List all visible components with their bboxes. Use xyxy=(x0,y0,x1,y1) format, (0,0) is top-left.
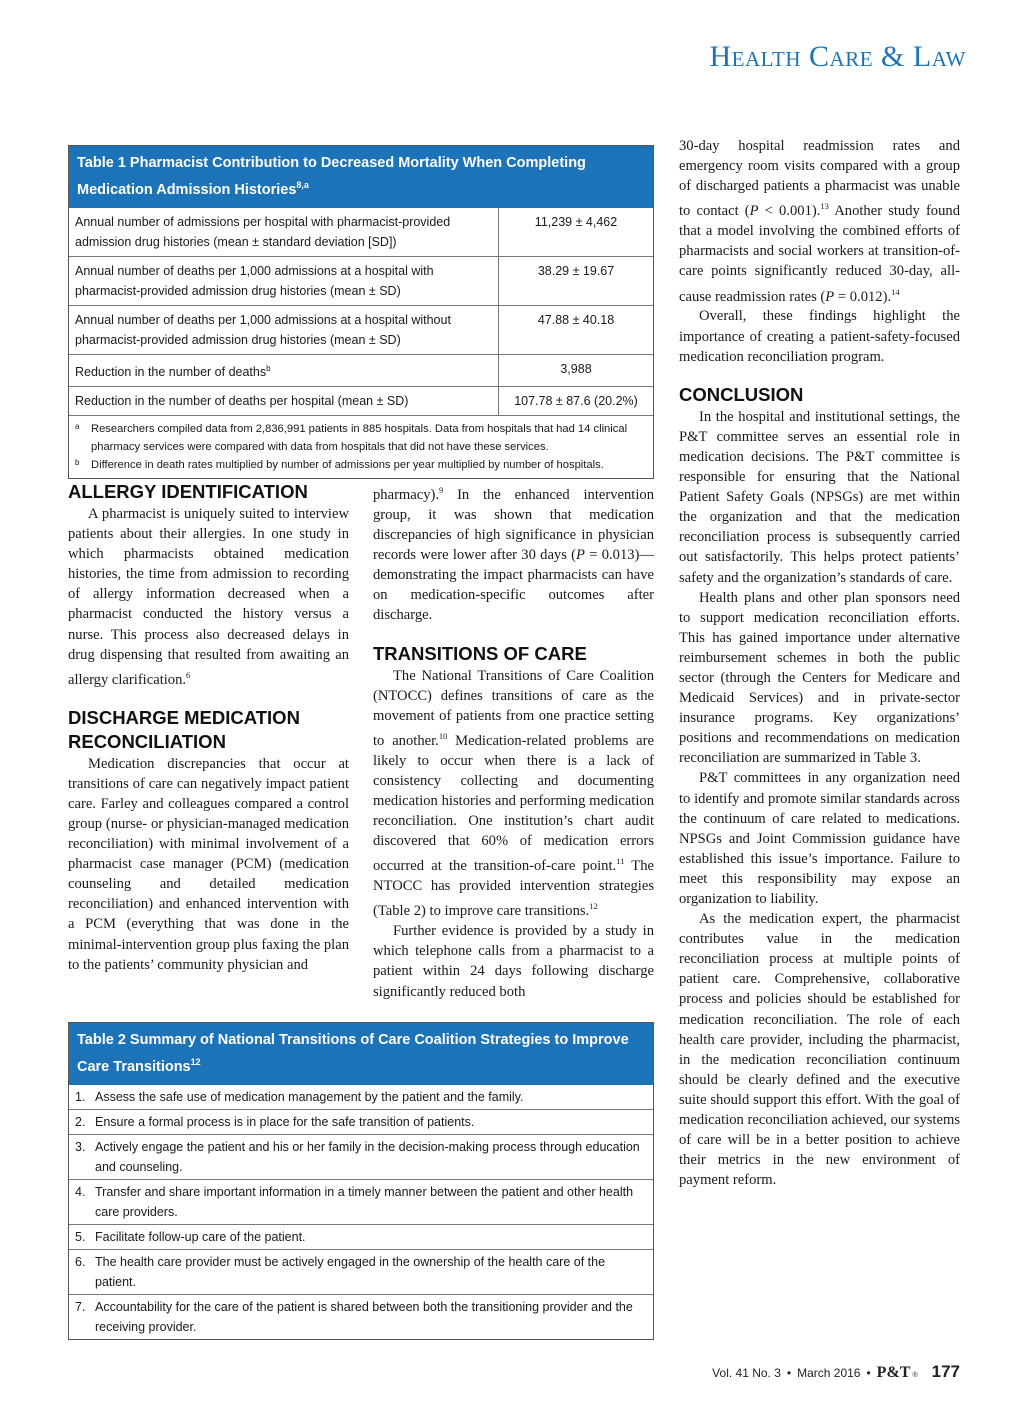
table-1-row-value: 107.78 ± 87.6 (20.2%) xyxy=(514,393,638,408)
footer-registered-mark: ® xyxy=(912,1372,918,1379)
table-2-item xyxy=(69,1085,653,1109)
table-2-item-text: Facilitate follow-up care of the patient. xyxy=(95,1229,306,1244)
conclusion-paragraph-1: In the hospital and institutional settings, the P&T committee serves an essential role in medication decisions. The P&T committee is responsible for ensuring that the National Patient Safety Goals (NPSGs) are met within the organization and that the medication reconciliation process is subsequently carried out satisfactorily. This helps protect patients’ safety and the organization’s standards of care. xyxy=(679,408,960,586)
table-2-item-number: 5. xyxy=(75,1229,86,1244)
heading-conclusion: CONCLUSION xyxy=(679,383,804,405)
table-1-row-label-text: Annual number of deaths per 1,000 admissions at a hospital with pharmacist-provided admission drug histories (mean ± SD) xyxy=(75,263,434,298)
table-1-row xyxy=(69,208,653,256)
table-1-row xyxy=(69,305,653,354)
footer-journal: P&T xyxy=(876,1364,911,1381)
table-1-row-label-text: Annual number of deaths per 1,000 admissions at a hospital without pharmacist-provided admission drug histories (mean ± SD) xyxy=(75,312,451,347)
table-2-item xyxy=(69,1179,653,1224)
table-1-row-label xyxy=(69,306,499,354)
table-2 xyxy=(68,1022,654,1340)
table-1-row xyxy=(69,354,653,386)
transitions-paragraph-2: Further evidence is provided by a study in which telephone calls from a pharmacist to a patient within 24 days following discharge significantly reduced both xyxy=(373,923,654,1000)
table-2-item-number: 1. xyxy=(75,1089,86,1104)
table-2-item-number: 6. xyxy=(75,1254,86,1269)
table-2-item-number: 4. xyxy=(75,1184,86,1199)
table-2-item xyxy=(69,1134,653,1179)
heading-allergy-identification: ALLERGY IDENTIFICATION xyxy=(68,481,308,502)
footnote-text: Researchers compiled data from 2,836,991 patients in 885 hospitals. Data from hospitals that had 14 clinical pharmacy services were compared with data from hospitals that did not have these services. xyxy=(91,422,628,453)
table-1-row-label xyxy=(69,387,499,415)
table-1-row-value: 38.29 ± 19.67 xyxy=(537,263,615,278)
table-1-footnotes xyxy=(69,415,653,478)
table-1-footnote xyxy=(75,420,647,456)
table-2-item-text: The health care provider must be actively engaged in the ownership of the health care of the patient. xyxy=(95,1254,606,1289)
table-2-title: Table 2 Summary of National Transitions of Care Coalition Strategies to Improve Care Transitions$^{12}$ xyxy=(69,1023,653,1085)
table-2-item-text: Accountability for the care of the patient is shared between both the transitioning provider and the receiving provider. xyxy=(95,1299,633,1334)
table-1-body xyxy=(69,208,653,415)
table-1-row xyxy=(69,256,653,305)
conclusion-paragraph-3: P&T committees in any organization need to identify and promote similar standards across the continuum of care related to medications. NPSGs and Joint Commission guidance have established this issue’s importance. Failure to meet this responsibility may expose an organization to liability. xyxy=(679,770,960,907)
table-1-row-value: 47.88 ± 40.18 xyxy=(537,312,615,327)
table-2-item xyxy=(69,1249,653,1294)
table-1-row xyxy=(69,386,653,415)
transitions-paragraph-3: 30-day hospital readmission rates and emergency room visits compared with a group of discharged patients a pharmacist was unable to contact (P < 0.001).$^{13}$ Another study found that a model involving the combined efforts of pharmacists and social workers at transition-of-care points significantly reduced 30-day, all-cause readmission rates (P = 0.012).$^{14}$ xyxy=(679,138,960,305)
table-1 xyxy=(68,145,654,479)
table-1-row-label xyxy=(69,208,499,256)
table-2-item-number: 3. xyxy=(75,1139,86,1154)
right-column xyxy=(679,136,960,1190)
discharge-paragraph-1: Medication discrepancies that occur at transitions of care can negatively impact patient care. Farley and colleagues compared a control group (nurse- or physician-managed medication reconciliation) with minimal involvement of a pharmacist case manager (PCM) (medication counseling and detailed medication reconciliation) and enhanced intervention with a PCM (everything that was done in the minimal-intervention group plus faxing the plan to the patients’ community physician and xyxy=(68,755,349,973)
transitions-paragraph-4: Overall, these findings highlight the importance of creating a patient-safety-focused medication reconciliation program. xyxy=(679,308,960,365)
table-1-row-footnote-mark: b xyxy=(266,363,271,373)
table-1-row-value: 11,239 ± 4,462 xyxy=(534,214,618,229)
footer-issue: Vol. 41 No. 3 xyxy=(712,1366,781,1380)
heading-transitions-of-care: TRANSITIONS OF CARE xyxy=(373,642,587,664)
table-2-item-text: Transfer and share important information in a timely manner between the patient and other health care providers. xyxy=(95,1184,634,1219)
page-number: 177 xyxy=(931,1362,960,1381)
middle-column xyxy=(373,480,654,1002)
discharge-paragraph-2: pharmacy).$^9$ In the enhanced intervention group, it was shown that medication discrepancies of high significance in physician records were lower after 30 days (P = 0.013)—demonstrating the impact pharmacists can have on medication-specific outcomes after discharge. xyxy=(373,485,654,624)
table-1-row-value: 3,988 xyxy=(560,361,592,376)
table-2-item-number: 7. xyxy=(75,1299,86,1314)
table-2-item-text: Ensure a formal process is in place for the safe transition of patients. xyxy=(95,1114,475,1129)
table-2-item-text: Actively engage the patient and his or her family in the decision-making process through education and counseling. xyxy=(95,1139,640,1174)
table-1-title: Table 1 Pharmacist Contribution to Decreased Mortality When Completing Medication Admission Histories$^{8,a}$ xyxy=(69,146,653,208)
footnote-text: Difference in death rates multiplied by number of admissions per year multiplied by number of hospitals. xyxy=(91,458,604,471)
table-2-item-text: Assess the safe use of medication management by the patient and the family. xyxy=(95,1089,524,1104)
table-1-row-label xyxy=(69,257,499,305)
table-1-row-label-text: Reduction in the number of deaths xyxy=(75,364,267,379)
heading-discharge-medication-reconciliation: DISCHARGE MEDICATION RECONCILIATION xyxy=(68,706,300,752)
table-1-footnote xyxy=(75,456,647,474)
table-1-row-label-text: Annual number of admissions per hospital with pharmacist-provided admission drug histories (mean ± standard deviation [SD]) xyxy=(75,214,451,249)
table-1-row-label xyxy=(69,355,499,386)
left-column xyxy=(68,480,349,975)
transitions-paragraph-1: The National Transitions of Care Coalition (NTOCC) defines transitions of care as the movement of patients from one practice setting to another.$^{10}$ Medication-related problems are likely to occur when there is a lack of consistency collecting and documenting medication histories and performing medication reconciliation. One institution’s chart audit discovered that 60% of medication errors occurred at the transition-of-care point.$^{11}$ The NTOCC has provided intervention strategies (Table 2) to improve care transitions.$^{12}$ xyxy=(373,667,654,920)
page-footer xyxy=(712,1362,960,1382)
conclusion-paragraph-4: As the medication expert, the pharmacist contributes value in the medication reconciliation process at multiple points of patient care. Comprehensive, collaborative process and policies should be established for medication reconciliation. The role of each health care provider, including the pharmacist, in the medication reconciliation continuum should be clearly defined and the executive suite should support this effort. With the goal of medication reconciliation achieved, our systems of care will be in a better position to achieve their metrics in the new environment of payment reform. xyxy=(679,911,960,1189)
footer-date: March 2016 xyxy=(797,1366,861,1380)
allergy-paragraph: A pharmacist is uniquely suited to interview patients about their allergies. In one study in which pharmacists obtained medication histories, the time from admission to recording of allergy information decreased when a pharmacist conducted the history versus a nurse. This process also decreased delays in drug dispensing that resulted from awaiting an allergy clarification.$^6$ xyxy=(68,506,349,688)
table-2-item xyxy=(69,1224,653,1249)
running-header: Health Care & Law xyxy=(709,40,966,73)
conclusion-paragraph-2: Health plans and other plan sponsors need to support medication reconciliation efforts. This has gained importance under alternative reimbursement schemes in both the public sector (through the Centers for Medicare and Medicaid Services) and in private-sector insurance programs. Key organizations’ positions and recommendations on medication reconciliation are summarized in Table 3. xyxy=(679,589,960,767)
footer-separator: • xyxy=(866,1366,871,1380)
table-2-item xyxy=(69,1294,653,1339)
table-2-item-number: 2. xyxy=(75,1114,86,1129)
footnote-mark: b xyxy=(75,457,80,467)
footnote-mark: a xyxy=(75,421,80,431)
footer-separator: • xyxy=(786,1366,792,1380)
table-2-item xyxy=(69,1109,653,1134)
table-2-list xyxy=(69,1085,653,1339)
table-1-row-label-text: Reduction in the number of deaths per hospital (mean ± SD) xyxy=(75,393,409,408)
